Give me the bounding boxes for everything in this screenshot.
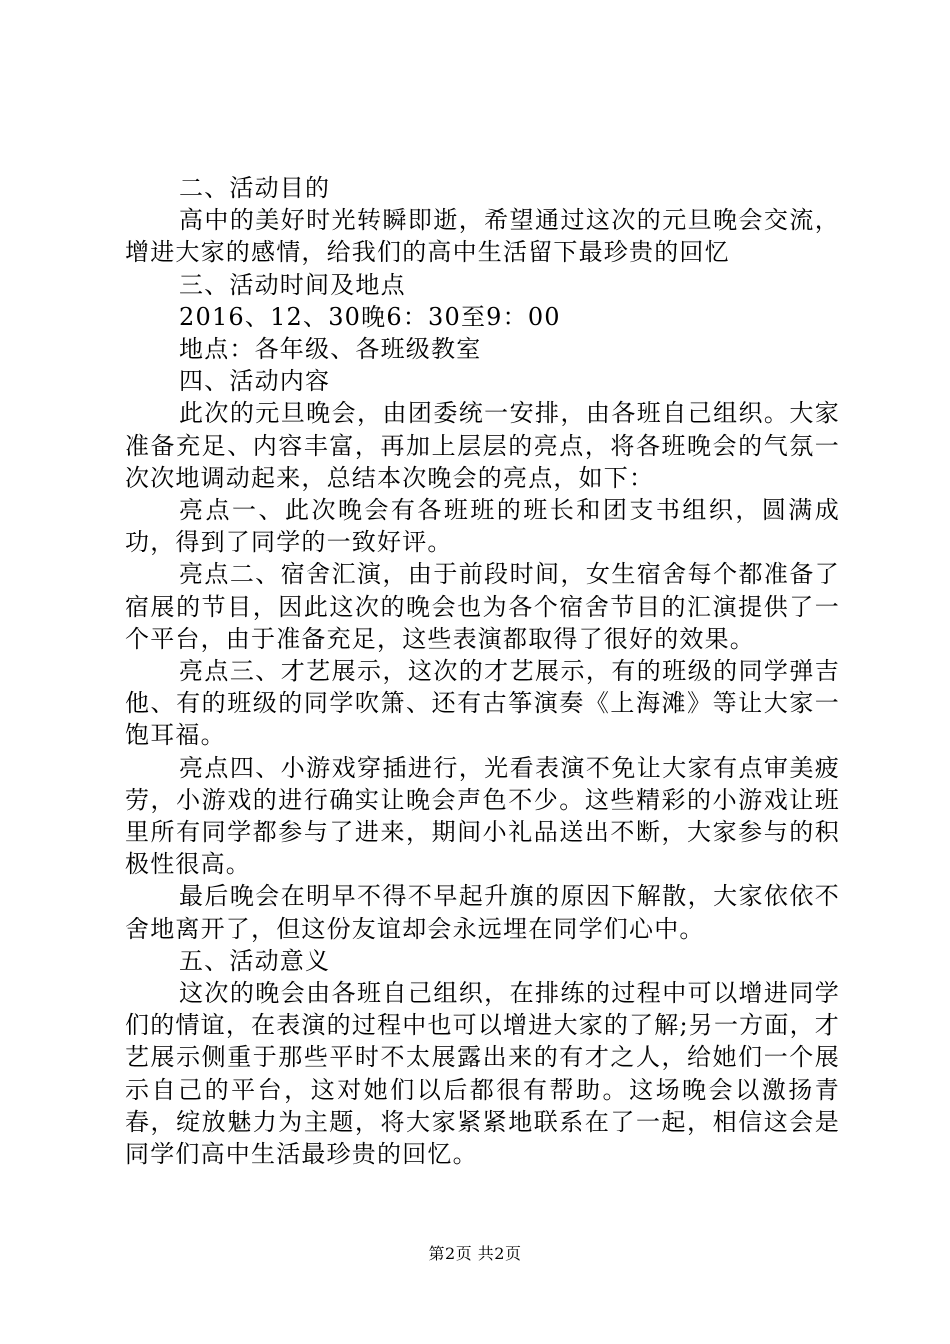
page-number-footer: 第2页 共2页 (428, 1244, 522, 1263)
paragraph-content-intro: 此次的元旦晚会，由团委统一安排，由各班自己组织。大家准备充足、内容丰富，再加上层层的亮点，将各班晚会的气氛一次次地调动起来，总结本次晚会的亮点，如下： (125, 399, 840, 492)
section-heading-purpose: 二、活动目的 (179, 174, 331, 202)
paragraph-place: 地点：各年级、各班级教室 (179, 335, 482, 364)
document-body (125, 172, 840, 1170)
section-heading-time-place: 三、活动时间及地点 (179, 270, 406, 299)
paragraph-highlight-4: 亮点四、小游戏穿插进行，光看表演不免让大家有点审美疲劳，小游戏的进行确实让晚会声色不少。这些精彩的小游戏让班里所有同学都参与了进来，期间小礼品送出不断，大家参与的积极性很高。 (125, 753, 840, 879)
paragraph-purpose: 高中的美好时光转瞬即逝，希望通过这次的元旦晚会交流，增进大家的感情，给我们的高中生活留下最珍贵的回忆 (125, 206, 840, 267)
paragraph-highlight-2: 亮点二、宿舍汇演，由于前段时间，女生宿舍每个都准备了宿展的节目，因此这次的晚会也为各个宿舍节目的汇演提供了一个平台，由于准备充足，这些表演都取得了很好的效果。 (125, 560, 840, 653)
paragraph-time: 2016、12、30晚6：30至9：00 (179, 302, 561, 331)
paragraph-significance: 这次的晚会由各班自己组织，在排练的过程中可以增进同学们的情谊，在表演的过程中也可以增进大家的了解;另一方面，才艺展示侧重于那些平时不太展露出来的有才之人，给她们一个展示自己的平台，这对她们以后都很有帮助。这场晚会以激扬青春，绽放魅力为主题，将大家紧紧地联系在了一起，相信这会是同学们高中生活最珍贵的回忆。 (125, 979, 840, 1169)
paragraph-highlight-3: 亮点三、才艺展示，这次的才艺展示，有的班级的同学弹吉他、有的班级的同学吹箫、还有古筝演奏《上海滩》等让大家一饱耳福。 (125, 657, 840, 750)
paragraph-highlight-1: 亮点一、此次晚会有各班班的班长和团支书组织，圆满成功，得到了同学的一致好评。 (125, 496, 840, 557)
section-heading-content: 四、活动内容 (179, 367, 331, 396)
section-heading-significance: 五、活动意义 (179, 946, 331, 975)
paragraph-ending: 最后晚会在明早不得不早起升旗的原因下解散，大家依依不舍地离开了，但这份友谊却会永远埋在同学们心中。 (125, 882, 840, 943)
